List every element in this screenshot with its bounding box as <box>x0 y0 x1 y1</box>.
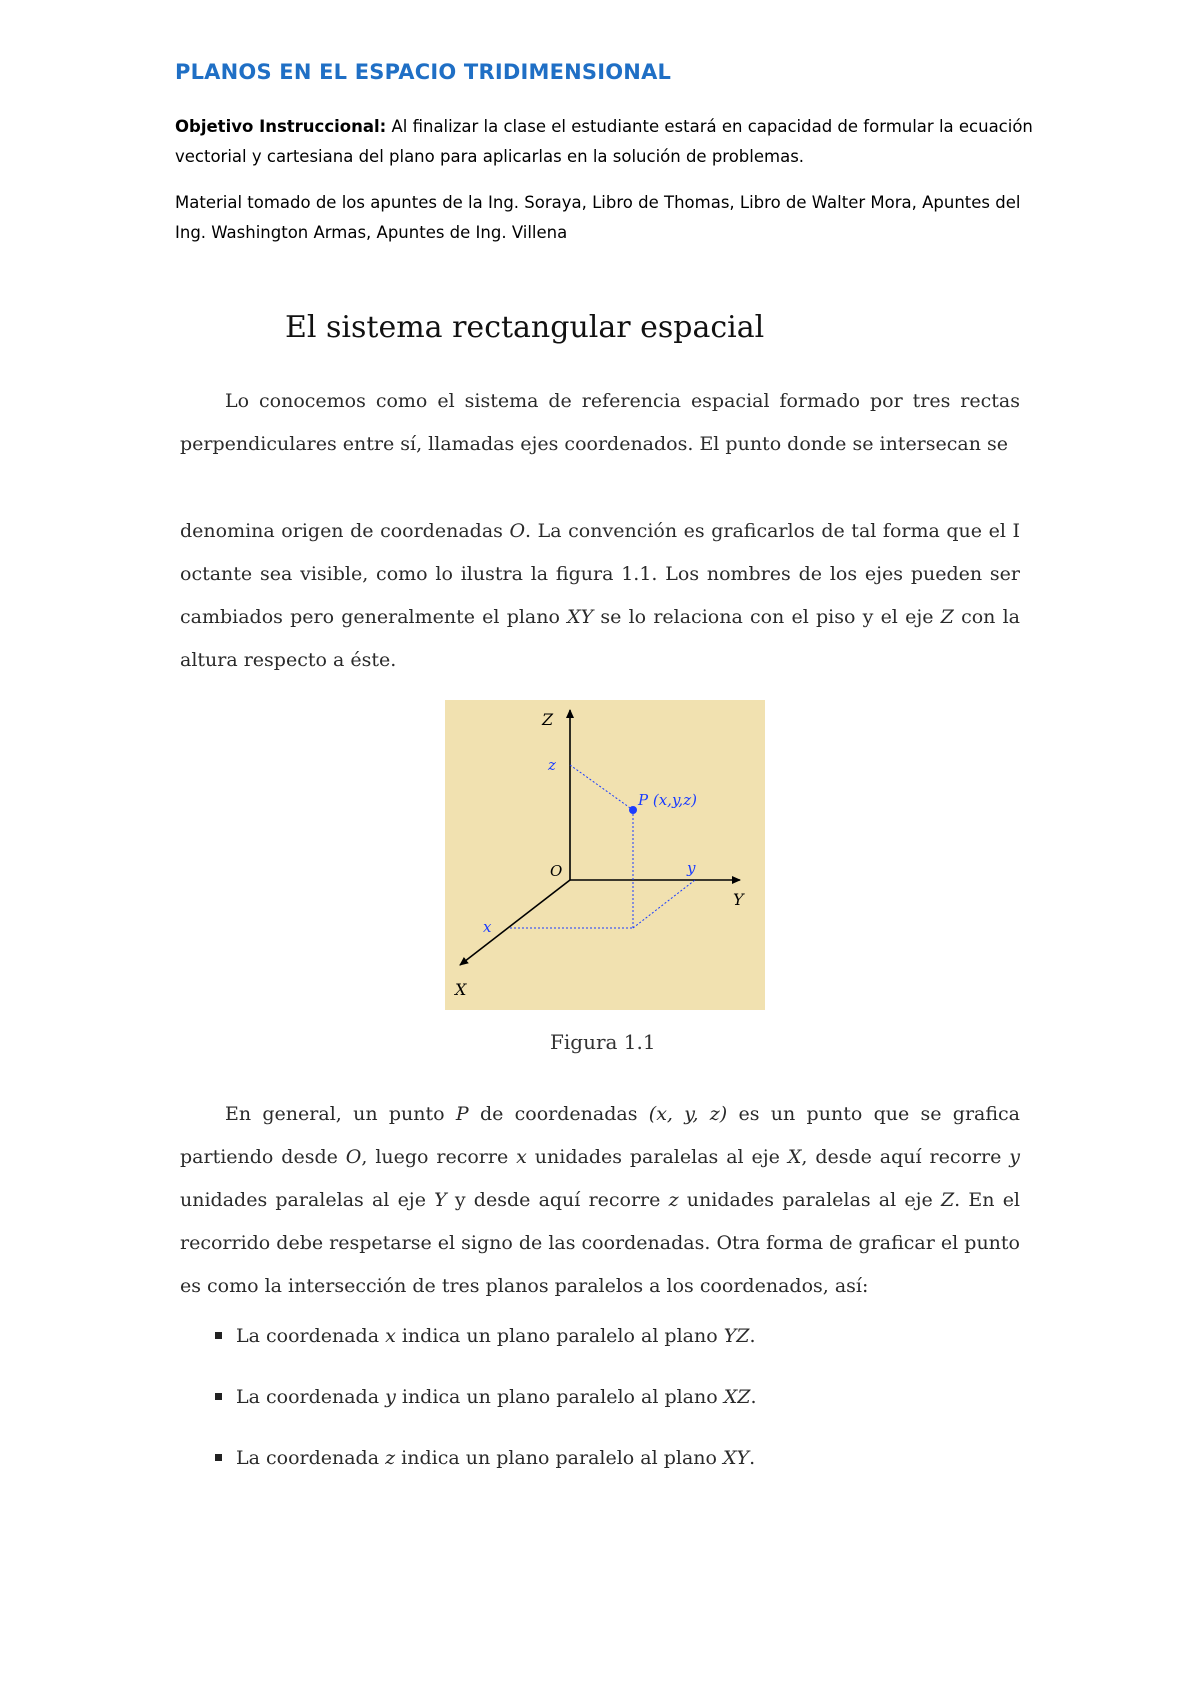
label-P: P (x,y,z) <box>638 791 697 809</box>
label-y: y <box>687 859 696 877</box>
x-axis <box>460 880 570 965</box>
coordinate-figure <box>445 700 765 1010</box>
label-z: z <box>548 756 556 774</box>
figure-caption: Figura 1.1 <box>550 1030 656 1054</box>
bullet-square-icon <box>215 1332 222 1339</box>
coordinate-system-diagram <box>445 700 765 1010</box>
point-p <box>629 806 637 814</box>
list-item: La coordenada y indica un plano paralelo al plano XZ. <box>215 1386 757 1408</box>
objective-paragraph <box>175 112 1055 172</box>
label-Z: Z <box>542 710 554 729</box>
material-paragraph: Material tomado de los apuntes de la Ing. Soraya, Libro de Thomas, Libro de Walter Mora, Apuntes del Ing. Washington Armas, Apuntes de Ing. Villena <box>175 193 1021 242</box>
bullet-square-icon <box>215 1393 222 1400</box>
convention-paragraph: denomina origen de coordenadas O. La convención es graficarlos de tal forma que el I octante sea visible, como lo ilustra la figura 1.1. Los nombres de los ejes pueden ser cambiados pero generalmente el plano XY se lo relaciona con el piso y el eje Z con la altura respecto a éste. <box>180 520 1020 671</box>
label-O: O <box>550 862 563 880</box>
label-x: x <box>483 918 492 936</box>
label-Y: Y <box>733 890 744 909</box>
intro-paragraph: Lo conocemos como el sistema de referencia espacial formado por tres rectas perpendiculares entre sí, llamadas ejes coordenados. El punto donde se intersecan se <box>180 390 1020 455</box>
list-item: La coordenada x indica un plano paralelo al plano YZ. <box>215 1325 756 1347</box>
projection-guides <box>510 765 695 928</box>
point-paragraph: En general, un punto P de coordenadas (x, y, z) es un punto que se grafica partiendo desde O, luego recorre x unidades paralelas al eje X, desde aquí recorre y unidades paralelas al eje Y y desde aquí recorre z unidades paralelas al eje Z. En el recorrido debe respetarse el signo de las coordenadas. Otra forma de graficar el punto es como la intersección de tres planos paralelos a los coordenados, así: <box>180 1103 1021 1297</box>
section-title: El sistema rectangular espacial <box>285 310 765 345</box>
label-X: X <box>455 980 467 999</box>
objective-text: Al finalizar la clase el estudiante estará en capacidad de formular la ecuación vectorial y cartesiana del plano para aplicarlas en la solución de problemas. <box>175 117 1033 166</box>
objective-label: Objetivo Instruccional: <box>175 117 387 136</box>
bullet-square-icon <box>215 1454 222 1461</box>
list-item: La coordenada z indica un plano paralelo al plano XY. <box>215 1447 755 1469</box>
document-title: PLANOS EN EL ESPACIO TRIDIMENSIONAL <box>175 60 672 84</box>
